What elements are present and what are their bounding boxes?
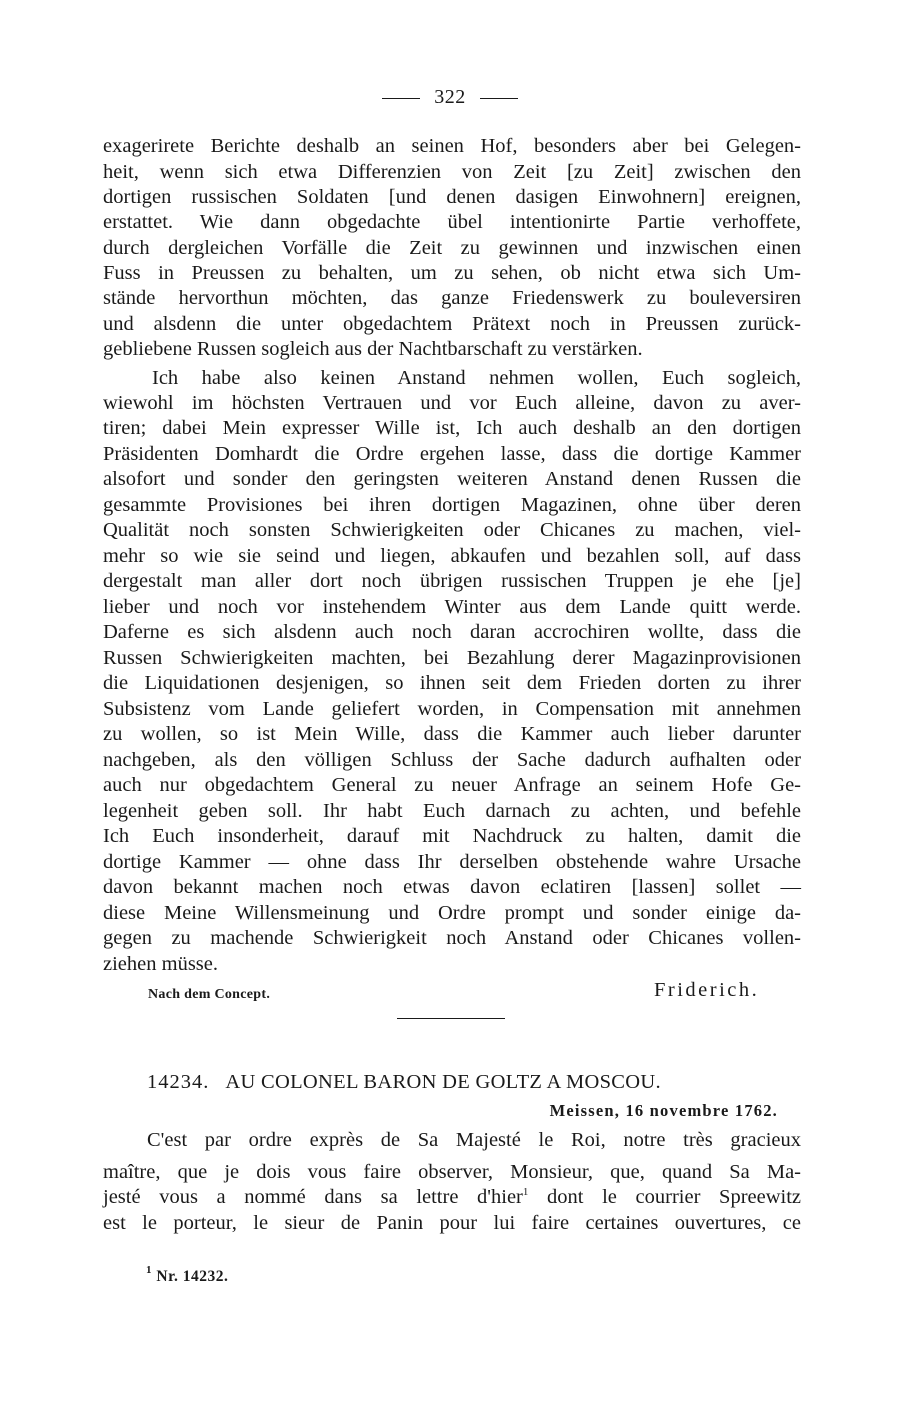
- text-line: stände hervorthun möchten, das ganze Friedenswerk zu bouleversiren: [103, 287, 801, 309]
- text-line: Ich habe also keinen Anstand nehmen wollen, Euch sogleich,: [152, 367, 801, 389]
- header-rule-right: [480, 98, 518, 99]
- text-line: Daferne es sich alsdenn auch noch daran accrochiren wollte, dass die: [103, 621, 801, 643]
- page-header: [0, 86, 900, 109]
- text-line: exagerirete Berichte deshalb an seinen Hof, besonders aber bei Gelegen-: [103, 135, 801, 157]
- text-line: zu wollen, so ist Mein Wille, dass die Kammer auch lieber darunter: [103, 723, 801, 745]
- text-line: tiren; dabei Mein expresser Wille ist, Ich auch deshalb an den dortigen: [103, 417, 801, 439]
- document-number: 14234.: [147, 1071, 210, 1093]
- text-line: Ich Euch insonderheit, darauf mit Nachdruck zu halten, damit die: [103, 825, 801, 847]
- section-divider: [397, 1018, 505, 1019]
- text-line: gebliebene Russen sogleich aus der Nachtbarschaft zu verstärken.: [103, 338, 643, 360]
- text-line: die Liquidationen desjenigen, so ihnen seit dem Frieden dorten zu ihrer: [103, 672, 801, 694]
- text-line: Qualität noch sonsten Schwierigkeiten oder Chicanes zu machen, viel-: [103, 519, 801, 541]
- text-line: Präsidenten Domhardt die Ordre ergehen lasse, dass die dortige Kammer: [103, 443, 801, 465]
- text-line: gesammte Provisiones bei ihren dortigen Magazinen, ohne über deren: [103, 494, 801, 516]
- text-line: davon bekannt machen noch etwas davon eclatiren [lassen] sollet —: [103, 876, 801, 898]
- text-line: alsofort und sonder den geringsten weiteren Anstand denen Russen die: [103, 468, 801, 490]
- text-line: C'est par ordre exprès de Sa Majesté le Roi, notre très gracieux: [147, 1129, 801, 1151]
- document-title: AU COLONEL BARON DE GOLTZ A MOSCOU.: [225, 1071, 661, 1093]
- place-date: Meissen, 16 novembre 1762.: [549, 1101, 778, 1120]
- text-line: und alsdenn die unter obgedachtem Prätext noch in Preussen zurück-: [103, 313, 801, 335]
- text-line: Russen Schwierigkeiten machten, bei Bezahlung derer Magazinprovisionen: [103, 647, 801, 669]
- text-line: ziehen müsse.: [103, 953, 218, 975]
- page-number: 322: [434, 86, 466, 108]
- footnote: [146, 1264, 229, 1286]
- text-line: est le porteur, le sieur de Panin pour lui faire certaines ouvertures, ce: [103, 1212, 801, 1234]
- text-line: dortige Kammer — ohne dass Ihr derselben obstehende wahre Ursache: [103, 851, 801, 873]
- text-line: heit, wenn sich etwa Differenzien von Zeit [zu Zeit] zwischen den: [103, 161, 801, 183]
- text-line: dergestalt man aller dort noch übrigen russischen Truppen je ehe [je]: [103, 570, 801, 592]
- text-line: legenheit geben soll. Ihr habt Euch darnach zu achten, und befehle: [103, 800, 801, 822]
- text-line: mehr so wie sie seind und liegen, abkaufen und bezahlen soll, auf dass: [103, 545, 801, 567]
- text-line: diese Meine Willensmeinung und Ordre prompt und sonder einige da-: [103, 902, 801, 924]
- text-line: Subsistenz vom Lande geliefert worden, in Compensation mit annehmen: [103, 698, 801, 720]
- text-line: durch dergleichen Vorfälle die Zeit zu gewinnen und inzwischen einen: [103, 237, 801, 259]
- document-heading: [147, 1071, 661, 1094]
- text-line: Fuss in Preussen zu behalten, um zu sehen, ob nicht etwa sich Um-: [103, 262, 801, 284]
- text-line: gegen zu machende Schwierigkeit noch Anstand oder Chicanes vollen-: [103, 927, 801, 949]
- text-line: auch nur obgedachtem General zu neuer Anfrage an seinem Hofe Ge-: [103, 774, 801, 796]
- text-line: lieber und noch vor instehendem Winter aus dem Lande quitt werde.: [103, 596, 801, 618]
- text-line: dortigen russischen Soldaten [und denen dasigen Einwohnern] ereignen,: [103, 186, 801, 208]
- header-rule-left: [382, 98, 420, 99]
- text-line: erstattet. Wie dann obgedachte übel intentionirte Partie verhoffete,: [103, 211, 801, 233]
- footnote-reference[interactable]: 1: [522, 1186, 529, 1198]
- source-note: Nach dem Concept.: [148, 987, 271, 1002]
- text-line: wiewohl im höchsten Vertrauen und vor Euch alleine, davon zu aver-: [103, 392, 801, 414]
- text-line: maître, que je dois vous faire observer, Monsieur, que, quand Sa Ma-: [103, 1161, 801, 1183]
- signature: Friderich.: [654, 979, 760, 1001]
- text-line: nachgeben, als den völligen Schluss der Sache dadurch aufhalten oder: [103, 749, 801, 771]
- footnote-mark: 1: [146, 1264, 152, 1276]
- footnote-text: Nr. 14232.: [156, 1268, 229, 1285]
- text-line: [103, 1185, 801, 1210]
- text-segment: dont le courrier Spreewitz: [547, 1186, 802, 1208]
- text-segment: jesté vous a nommé dans sa lettre d'hier: [103, 1186, 523, 1208]
